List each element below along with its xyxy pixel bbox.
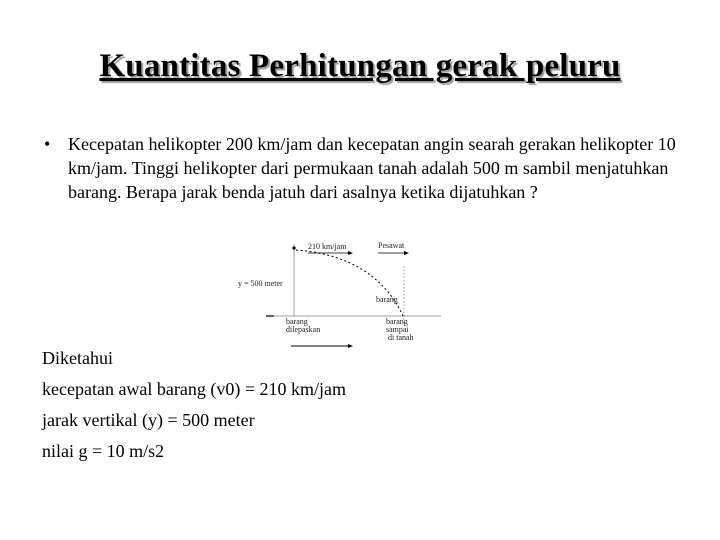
known-values xyxy=(42,343,346,467)
landing-label-line2: sampai xyxy=(386,325,409,334)
landing-label-line1: barang xyxy=(386,317,408,326)
known-vertical-distance: jarak vertikal (y) = 500 meter xyxy=(42,410,255,430)
known-gravity: nilai g = 10 m/s2 xyxy=(42,441,165,461)
problem-text: Kecepatan helikopter 200 km/jam dan kecepatan angin searah gerakan helikopter 10 km/jam. Tinggi helikopter dari permukaan tanah adalah 500 m sambil menjatuhkan barang. Berapa jarak benda jatuh dari asalnya ketika dijatuhkan ? xyxy=(68,134,676,202)
projectile-diagram xyxy=(236,236,448,352)
known-initial-velocity: kecepatan awal barang (v0) = 210 km/jam xyxy=(42,379,347,399)
height-label: y = 500 meter xyxy=(238,279,283,288)
problem-bullet xyxy=(44,132,684,204)
direction-label: Pesawat xyxy=(378,241,405,250)
bullet-marker: • xyxy=(44,134,51,154)
landing-label-line3: di tanah xyxy=(388,333,414,342)
speed-label: 210 km/jam xyxy=(308,242,347,251)
start-point xyxy=(292,246,295,249)
object-label: barang xyxy=(376,295,398,304)
known-heading: Diketahui xyxy=(42,348,113,368)
drop-label-line2: dilepaskan xyxy=(286,325,321,334)
slide-title: Kuantitas Perhitungan gerak peluru xyxy=(99,48,621,84)
drop-label-line1: barang xyxy=(286,317,308,326)
